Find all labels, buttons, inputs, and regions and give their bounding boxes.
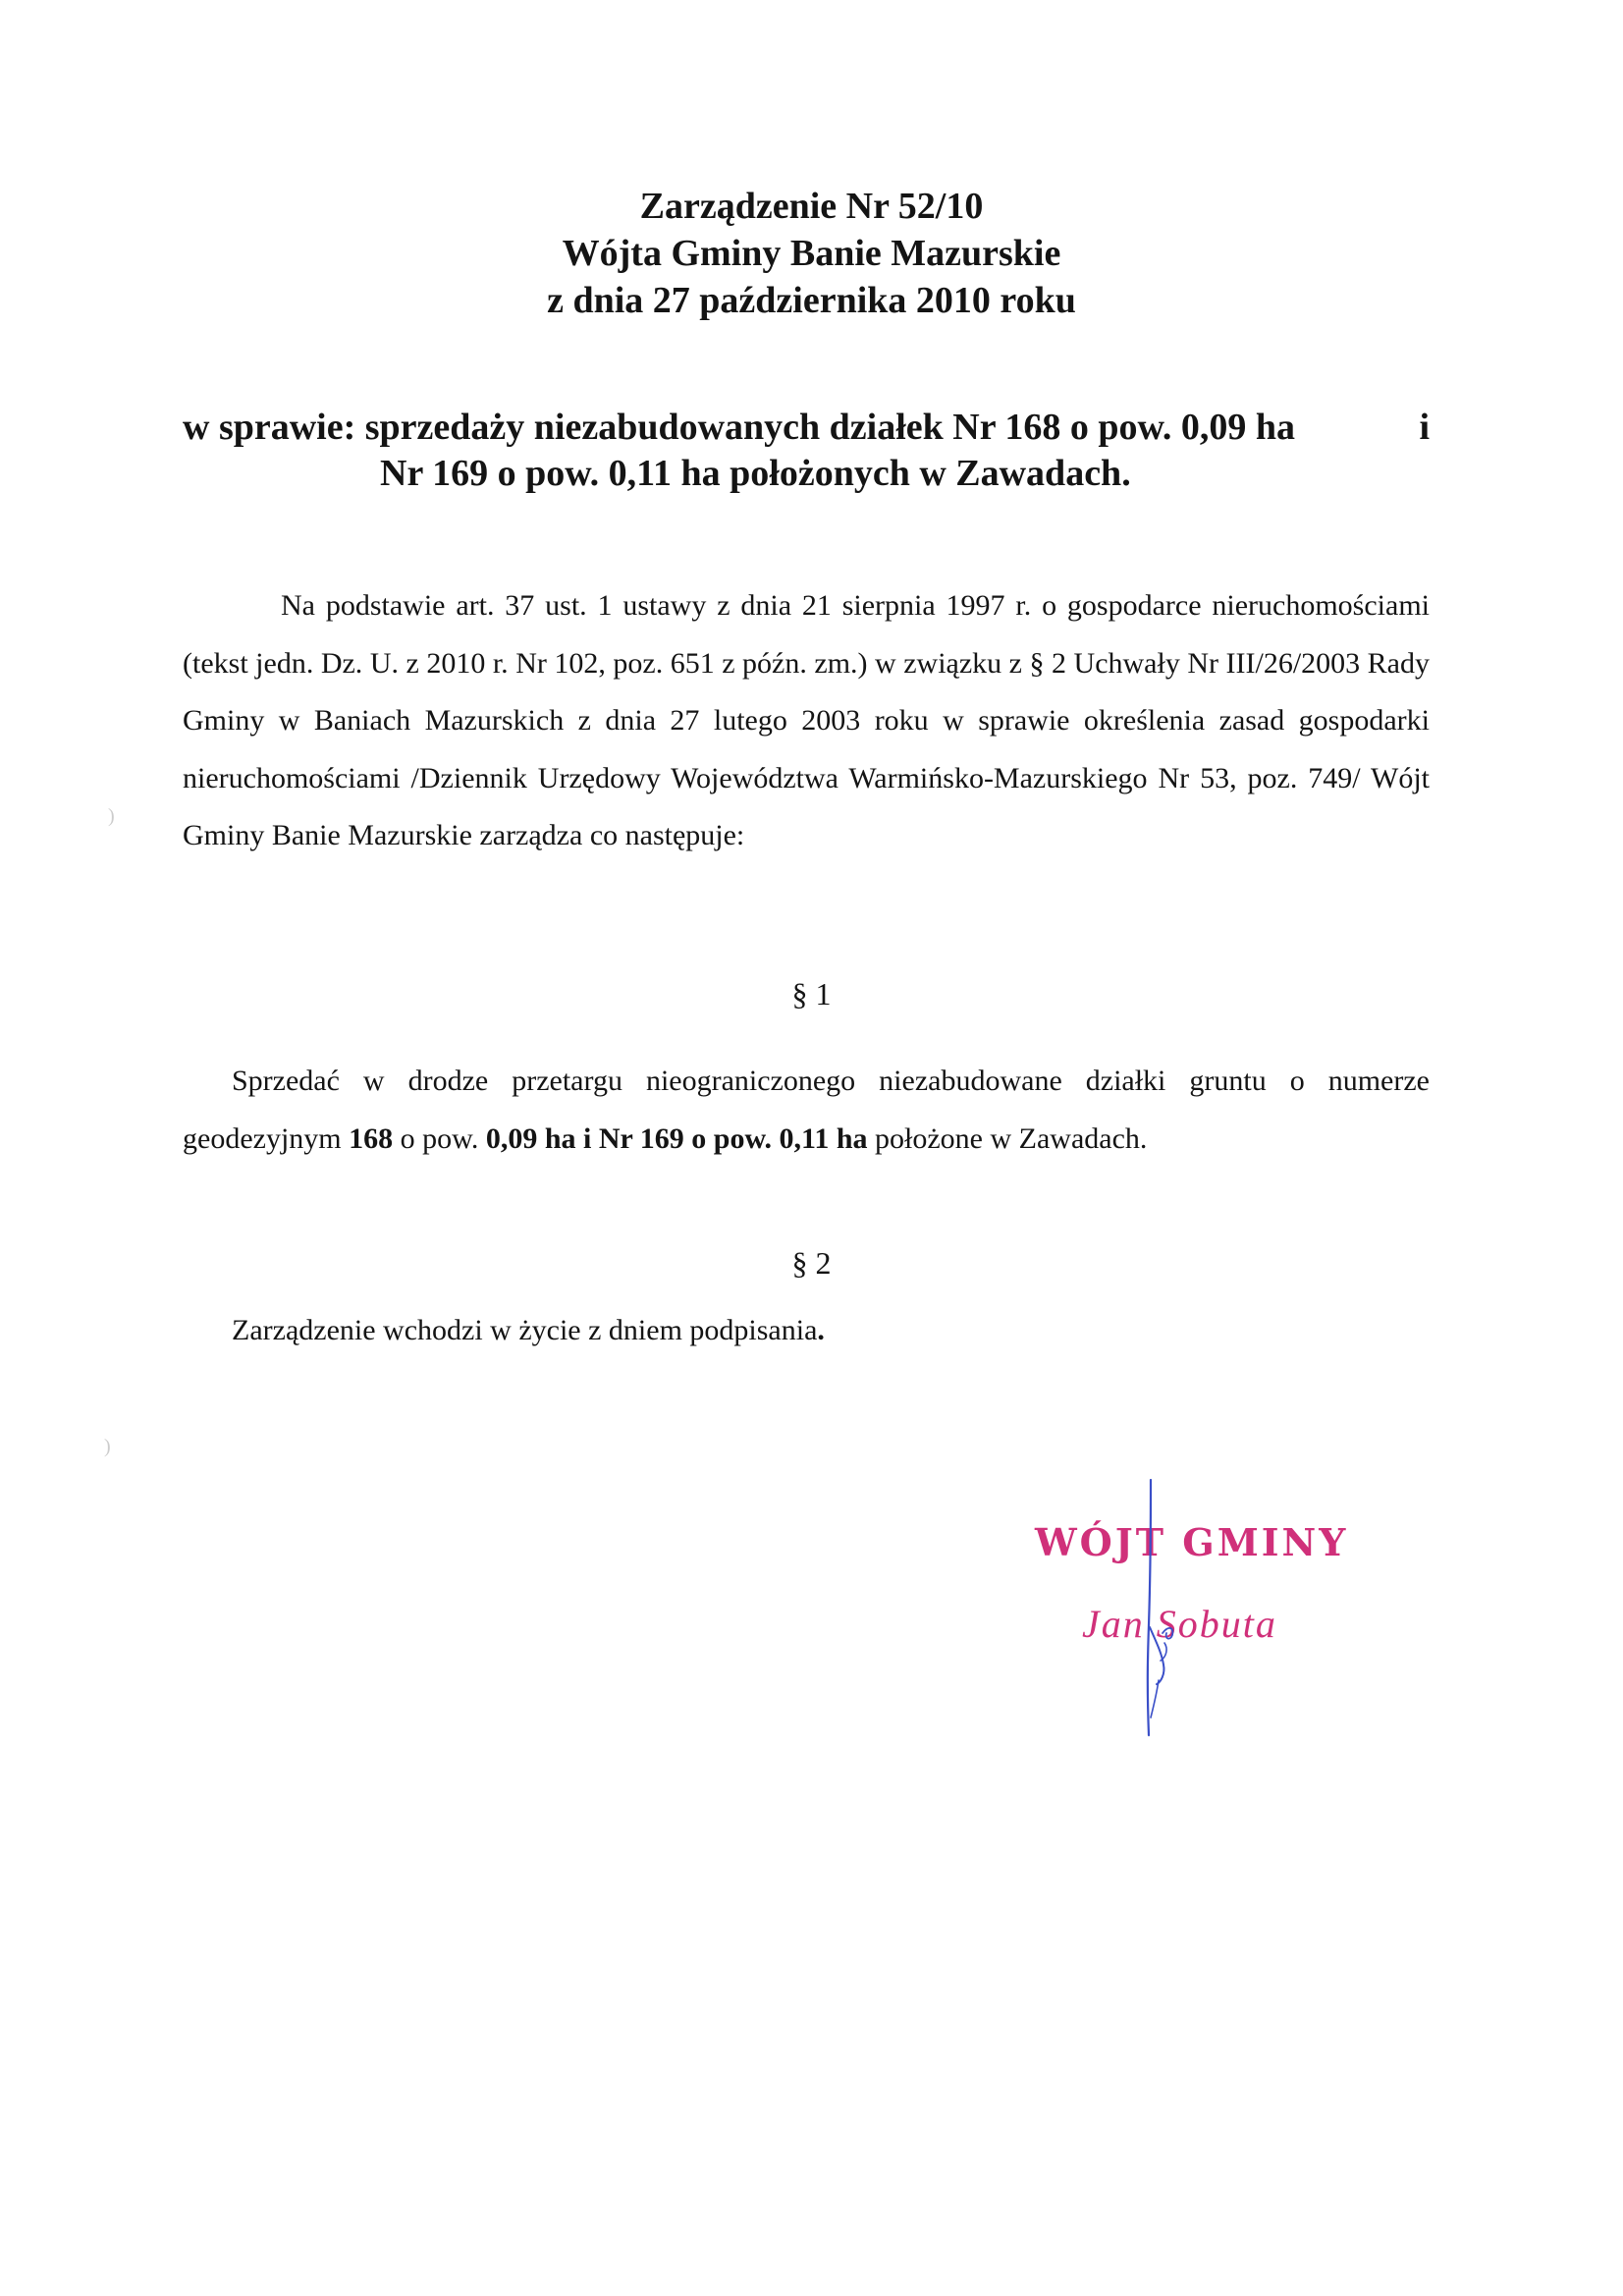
scan-artifact: ) — [108, 805, 115, 827]
section-1-mark: § 1 — [791, 976, 832, 1011]
section-1-text-c: o pow. — [393, 1121, 486, 1155]
legal-basis-paragraph: Na podstawie art. 37 ust. 1 ustawy z dnia 21 sierpnia 1997 r. o gospodarce nieruchomościami (tekst jedn. Dz. U. z 2010 r. Nr 102, poz. 651 z późn. zm.) w związku z § 2 Uchwały Nr III/26/2003 Rady Gminy w Baniach Mazurskich z dnia 27 lutego 2003 roku w sprawie określenia zasad gospodarki nieruchomościami /Dziennik Urzędowy Województwa Warmińsko-Mazurskiego Nr 53, poz. 749/ Wójt Gminy Banie Mazurskie zarządza co następuje: — [183, 589, 1430, 851]
subject-line-1-end: i — [1419, 407, 1430, 448]
ordinance-number: Zarządzenie Nr 52/10 — [639, 186, 984, 227]
issuer: Wójta Gminy Banie Mazurskie — [562, 233, 1061, 274]
document-header — [0, 183, 1623, 324]
subject-line-1: w sprawie: sprzedaży niezabudowanych działek Nr 168 o pow. 0,09 ha — [183, 407, 1296, 448]
subject-line-2: Nr 169 o pow. 0,11 ha położonych w Zawadach. — [380, 453, 1131, 494]
section-1-text-a: Sprzedać w drodze przetargu nieograniczonego niezabudowane działki gruntu o numerze geodezyjnym — [183, 1065, 1430, 1155]
section-1-plot-number: 168 — [349, 1121, 394, 1155]
scan-artifact: ) — [104, 1436, 111, 1457]
section-2-text-body: Zarządzenie wchodzi w życie z dniem podpisania — [232, 1314, 818, 1346]
subject-block — [183, 405, 1430, 497]
handwritten-signature — [1129, 1478, 1198, 1743]
section-1-text — [183, 1053, 1430, 1168]
stamp-title: WÓJT GMINY — [1035, 1520, 1349, 1564]
section-1-text-e: położone w Zawadach. — [867, 1121, 1148, 1155]
section-2-text — [183, 1302, 1430, 1360]
stamp-name: Jan Sobuta — [1082, 1602, 1277, 1646]
section-2-period: . — [817, 1314, 825, 1346]
section-1-plot-details: 0,09 ha i Nr 169 o pow. 0,11 ha — [485, 1121, 868, 1155]
issue-date: z dnia 27 października 2010 roku — [547, 280, 1076, 321]
section-2-mark: § 2 — [791, 1245, 832, 1281]
